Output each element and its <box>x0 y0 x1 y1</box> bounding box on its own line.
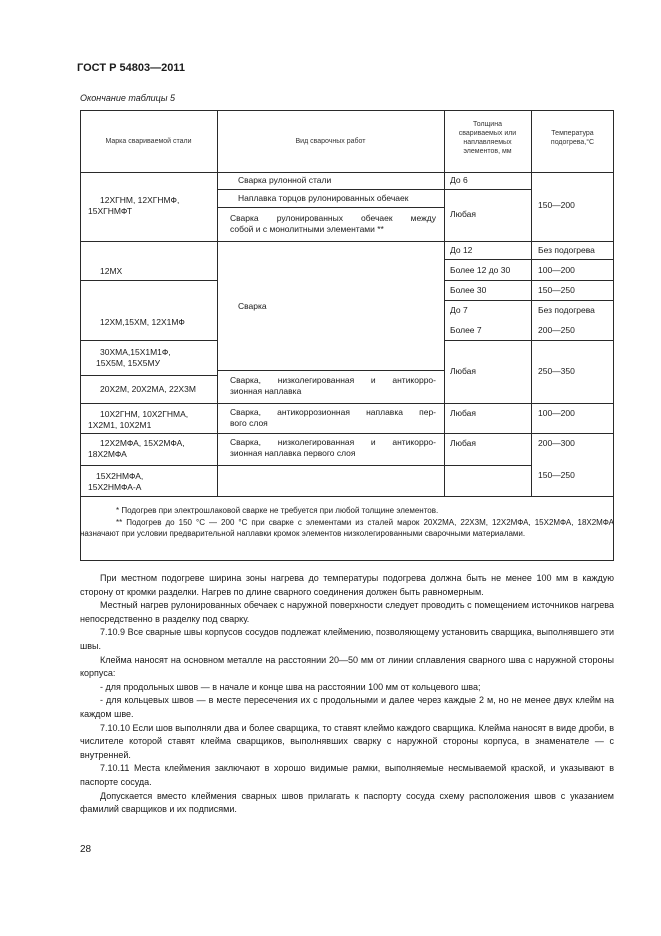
paragraph: 7.10.9 Все сварные швы корпусов сосудов подлежат клеймению, позволяющему установить сварщика, выполнявшего эти швы. <box>80 627 614 651</box>
welding-work: Сварка <box>238 301 267 311</box>
paragraph: Клейма наносят на основном металле на расстоянии 20—50 мм от линии сплавления сварного шва с наружной стороны корпуса: <box>80 654 614 679</box>
thickness-value: До 12 <box>450 245 473 255</box>
thickness-value: Любая <box>450 209 476 219</box>
welding-work: Сварка рулонной стали <box>238 175 332 185</box>
steel-grade: 15Х2НМФА, 15Х2НМФА-А <box>88 471 144 492</box>
page-number: 28 <box>80 844 92 855</box>
thickness-value: Любая <box>450 408 476 418</box>
steel-grade: 10Х2ГНМ, 10Х2ГНМА, 1Х2М1, 10Х2М1 <box>88 409 189 430</box>
thickness-value: Более 12 до 30 <box>450 265 511 275</box>
preheat-temperature: 250—350 <box>538 366 575 376</box>
paragraph: 7.10.10 Если шов выполняли два и более сварщика, то ставят клеймо каждого сварщика. Клейма наносят в виде дроби, в числителе которой ставят клейма сварщиков, выполнявших сварку с наружной стороны корпуса, в знаменателе — с внутренней. <box>80 722 614 760</box>
thickness-value: До 7 <box>450 305 468 315</box>
thickness-value: Любая <box>450 438 476 448</box>
preheat-temperature: 100—200 <box>538 408 575 418</box>
preheat-temperature: Без подогрева <box>538 305 595 315</box>
welding-work: Сварка, антикоррозионная наплавка пер- вого слоя <box>230 407 436 428</box>
header-steel-grade: Марка свариваемой стали <box>105 138 192 145</box>
steel-grade: 12ХМ,15ХМ, 12Х1МФ <box>100 317 185 327</box>
thickness-value: Любая <box>450 366 476 376</box>
table-note: ** Подогрев до 150 °С — 200 °С при сварке с элементами из сталей марок 20Х2МА, 22Х3М, 12Х2МФА, 15Х2МФА, 18Х2МФА назначают при условии предварительной наплавки кромок элементов низколегированными сварочными материалами. <box>80 517 614 538</box>
header-welding-work: Вид сварочных работ <box>295 138 366 145</box>
welding-work: Сварка, низколегированная и антикорро- зионная наплавка <box>230 375 436 396</box>
steel-grade: 30ХМА,15Х1М1Ф, 15Х5М, 15Х5МУ <box>96 347 171 368</box>
document-header: ГОСТ Р 54803—2011 <box>77 62 185 74</box>
header-thickness: Толщина свариваемых или наплавляемых элементов, мм <box>458 121 517 155</box>
preheat-temperature: Без подогрева <box>538 245 595 255</box>
paragraph: - для продольных швов — в начале и конце шва на расстоянии 100 мм от кольцевого шва; <box>100 681 481 692</box>
table-caption: Окончание таблицы 5 <box>80 93 175 103</box>
preheat-temperature: 150—250 <box>538 470 575 480</box>
preheat-temperature: 200—300 <box>538 438 575 448</box>
steel-grade: 12МХ <box>100 266 123 276</box>
steel-grade: 12Х2МФА, 15Х2МФА, 18Х2МФА <box>88 438 185 459</box>
header-temperature: Температура подогрева,°С <box>550 130 595 146</box>
welding-work: Сварка, низколегированная и антикорро- зионная наплавка первого слоя <box>230 437 436 458</box>
paragraph: Местный нагрев рулонированных обечаек с наружной поверхности следует проводить с помещением источников нагрева непосредственно в разделку под сварку. <box>80 600 614 624</box>
body-text <box>80 572 614 817</box>
preheat-temperature: 200—250 <box>538 325 575 335</box>
paragraph: Допускается вместо клеймения сварных швов прилагать к паспорту сосуда схему расположения швов с указанием фамилий сварщиков и их подписями. <box>80 790 614 815</box>
steel-grade: 20Х2М, 20Х2МА, 22Х3М <box>100 384 196 394</box>
thickness-value: До 6 <box>450 175 468 185</box>
preheat-temperature: 100—200 <box>538 265 575 275</box>
table-5 <box>80 110 614 561</box>
table-notes <box>80 505 614 540</box>
paragraph: 7.10.11 Места клеймения заключают в хорошо видимые рамки, выполняемые несмываемой краской, и указывают в паспорте сосуда. <box>80 763 614 787</box>
table-note: * Подогрев при электрошлаковой сварке не требуется при любой толщине элементов. <box>116 506 439 515</box>
paragraph: - для кольцевых швов — в месте пересечения их с продольными и далее через каждые 2 м, но не менее двух клейм на каждом шве. <box>80 695 614 719</box>
preheat-temperature: 150—200 <box>538 200 575 210</box>
preheat-temperature: 150—250 <box>538 285 575 295</box>
welding-work: Сварка рулонированных обечаек между собой и с монолитными элементами ** <box>230 213 436 234</box>
thickness-value: Более 30 <box>450 285 487 295</box>
thickness-value: Более 7 <box>450 325 482 335</box>
welding-work: Наплавка торцов рулонированных обечаек <box>238 193 409 203</box>
steel-grade: 12ХГНМ, 12ХГНМФ, 15ХГНМФТ <box>88 195 180 216</box>
paragraph: При местном подогреве ширина зоны нагрева до температуры подогрева должна быть не менее 100 мм в каждую сторону от кромки разделки. Нагрев по длине сварного соединения должен быть равномерным. <box>80 573 614 597</box>
